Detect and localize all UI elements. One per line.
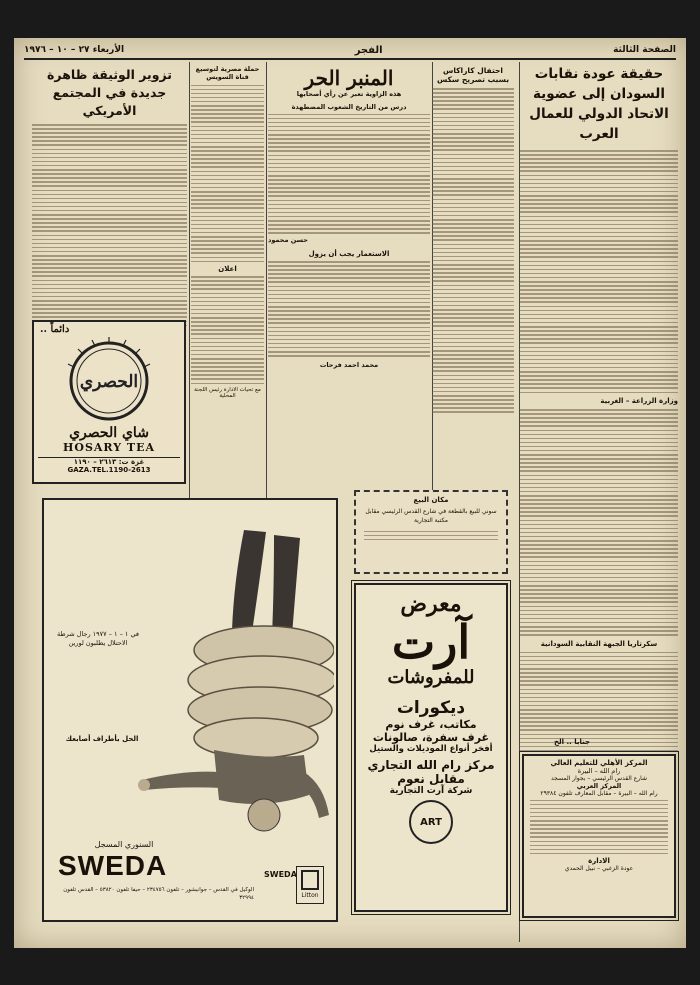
art-line: مقابل نعوم: [397, 772, 465, 786]
page-header: [24, 42, 676, 60]
phone-ar: غزة ت: ٢٦١٣ – ١١٩٠: [38, 457, 180, 466]
art-exhibition: معرض: [400, 591, 462, 617]
logo-letters: الحصري: [79, 372, 139, 392]
sweda-product: السنوري المسجل: [94, 840, 154, 849]
school-footer: الادارة: [588, 857, 610, 866]
art-line: أفخر أنواع الموديلات والستيل: [369, 744, 493, 754]
article-body-left: [32, 124, 187, 326]
column-mid-left: [191, 66, 264, 506]
hosary-logo-icon: [34, 337, 184, 425]
sale-notice: [354, 490, 508, 574]
byline: حسن محمود: [268, 236, 308, 245]
school-line: رام الله – البيرة: [577, 767, 621, 775]
page-number: الصفحة الثالثة: [613, 45, 676, 55]
sweda-caption: الحل بأطراف أصابعك: [65, 735, 139, 743]
headline-mid-left: حملة مصرية لتوسيع قناة السويس: [195, 66, 260, 81]
signoff: سكرتاريا الجبهة النقابية السودانية: [540, 639, 658, 648]
school-body: [524, 800, 674, 855]
sale-notice-text: سوني للبيع بالقطعة في شارع القدس الرئيسي مقابل مكتبة التجارية: [365, 508, 497, 524]
column-rule: [189, 62, 190, 502]
sale-notice-title: مكان البيع: [413, 496, 449, 504]
story-title: الاستعمار يجب أن يزول: [308, 250, 390, 259]
notice-title: اعلان: [218, 265, 237, 274]
sweda-contacts: الوكيل في القدس – جوانيشور – تلفون ٢٣٤٧٥٦ – حيفا تلفون ٥٣٨٢٠ – القدس تلفون ٣٢٩٩٤: [63, 887, 254, 901]
school-signature: عودة الزغبي – نبيل الحمدي: [564, 865, 634, 873]
art-furniture-ad: [354, 583, 508, 912]
school-line: المركز العربي: [576, 782, 622, 790]
story-title: درس من التاريخ الشعوب المضطهدة: [291, 103, 407, 111]
litton-label: Litton: [301, 892, 319, 899]
art-line: غرف سفرة، صالونات: [372, 731, 490, 744]
article-body-center: [268, 114, 430, 234]
school-line: رام الله – البيرة – مقابل المعارف تلفون ٢٩٣٨٤: [540, 790, 658, 797]
article-body-right-2: [520, 409, 678, 636]
headline-mid-right: احتفال كاراكاس بسبب تصريح سكس: [436, 66, 510, 84]
column-rule: [266, 62, 267, 502]
litton-icon: [301, 870, 319, 890]
issue-date: الأربعاء ٢٧ – ١٠ – ١٩٧٦: [24, 45, 125, 55]
sweda-ad: [42, 498, 338, 922]
school-notice: [522, 754, 676, 918]
litton-logo: [296, 866, 324, 904]
art-line: شركة آرت التجارية: [389, 786, 473, 796]
article-body-center-2: [268, 261, 430, 357]
hosary-tea-ad: [32, 320, 186, 484]
sweda-small-logo: SWEDA: [264, 870, 297, 879]
column-mid-right: [432, 66, 514, 506]
phone-en: GAZA.TEL.1190-2613: [67, 466, 151, 474]
art-line: مكاتب، غرف نوم: [385, 718, 477, 731]
art-line: مركز رام الله التجاري: [367, 758, 495, 772]
headline-right: حقيقة عودة نقابات السودان إلى عضوية الاتحاد الدولي للعمال العرب: [529, 66, 669, 142]
column-center: [268, 66, 430, 506]
byline: محمد احمد فرحات: [319, 360, 379, 369]
notice-sign: مع تحيات الادارة رئيس اللجنة المحلية: [194, 386, 261, 399]
headline-left: تزوير الوثيقة ظاهرة جديدة في المجتمع الأمريكي: [47, 67, 172, 118]
art-stamp-text: ART: [420, 816, 442, 828]
subhead-center: هذه الزاوية تعبر عن رأي أصحابها: [296, 90, 402, 98]
newspaper-page: [14, 38, 686, 948]
closing-text: جنابا .. الخ: [554, 738, 591, 746]
sweda-logo: SWEDA: [58, 850, 168, 881]
notice-body: [191, 276, 264, 384]
headline-center: المنبر الحر: [304, 66, 394, 90]
article-body-right: [520, 150, 678, 393]
school-line: شارع القدس الرئيسي – بجوار المسجد: [550, 775, 648, 782]
brand-name-ar: شاي الحصري: [69, 425, 149, 441]
art-stamp-icon: [409, 800, 453, 844]
newspaper-name: الفجر: [354, 44, 383, 56]
art-brand: آرت: [391, 615, 471, 669]
sweda-intro: في ١ – ١ – ١٩٧٧ رجال شرطة الاحتلال يطلبون لورين: [56, 630, 140, 647]
school-title: المركز الأهلي للتعليم العالي: [550, 759, 648, 767]
brand-name-en: HOSARY TEA: [62, 441, 156, 454]
ad-tagline: دائماً ..: [40, 324, 70, 335]
sale-notice-body: [356, 531, 506, 541]
article-body-right-3: [520, 652, 678, 752]
hanging-man-illustration-icon: [124, 510, 334, 840]
column-left: [32, 66, 187, 346]
article-body-mid-left: [191, 85, 264, 263]
section-title: وزارة الزراعة – الغربية: [600, 397, 678, 406]
art-line: ديكورات: [396, 698, 466, 718]
art-subtitle: للمفروشات: [387, 667, 475, 688]
article-body-mid-right: [432, 88, 514, 413]
